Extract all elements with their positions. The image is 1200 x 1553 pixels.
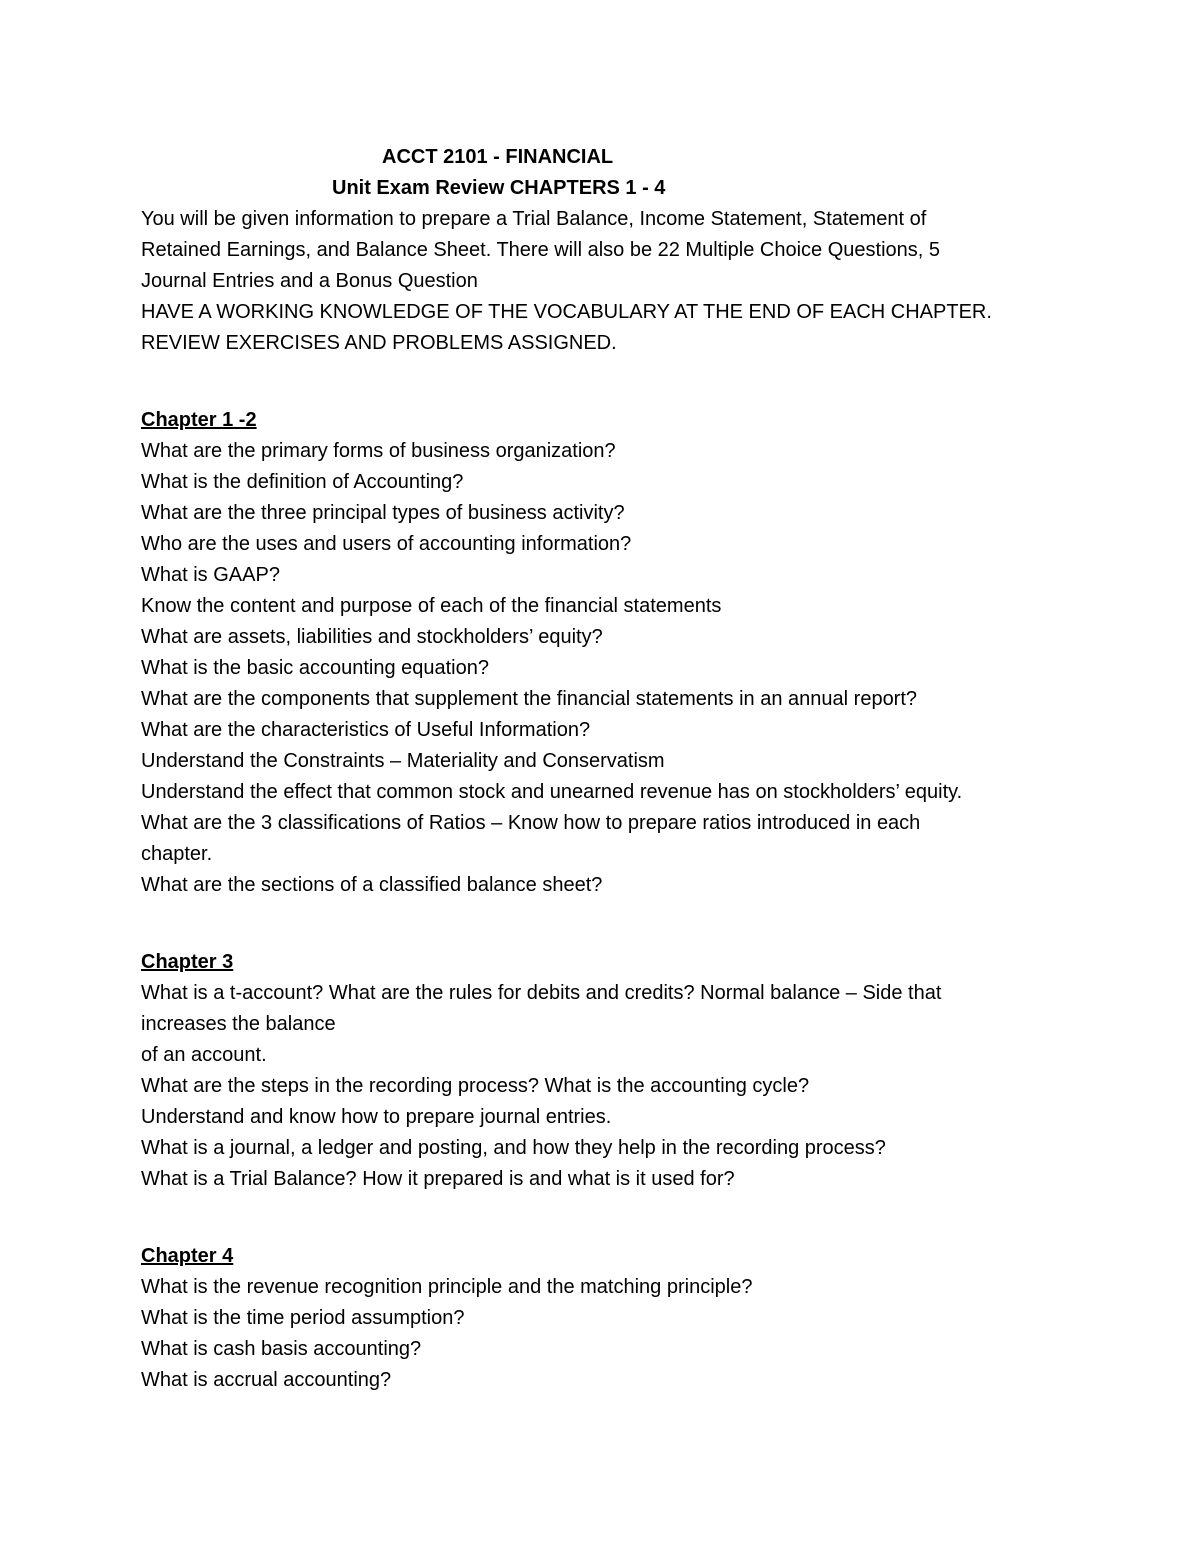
spacer [141,901,1061,947]
question-line: Who are the uses and users of accounting information? [141,533,632,555]
question-line: What are assets, liabilities and stockholders’ equity? [141,626,603,648]
document-subtitle: Unit Exam Review CHAPTERS 1 - 4 [332,177,666,199]
document-title: ACCT 2101 - FINANCIAL [382,146,614,168]
question-line: What are the primary forms of business organization? [141,440,616,462]
question-line: of an account. [141,1044,267,1066]
question-line: What is cash basis accounting? [141,1338,422,1360]
section-chapter-1-2 [141,405,1061,901]
question-line: What are the sections of a classified balance sheet? [141,874,603,896]
question-line: Understand the effect that common stock and unearned revenue has on stockholders’ equity. [141,781,963,803]
question-line: Understand and know how to prepare journal entries. [141,1106,612,1128]
question-line: Understand the Constraints – Materiality and Conservatism [141,750,665,772]
intro-line: Journal Entries and a Bonus Question [141,270,478,292]
intro-line: HAVE A WORKING KNOWLEDGE OF THE VOCABULARY AT THE END OF EACH CHAPTER. [141,301,992,323]
section-heading: Chapter 3 [141,951,234,973]
question-line: What are the 3 classifications of Ratios – Know how to prepare ratios introduced in each [141,812,921,834]
question-line: increases the balance [141,1013,336,1035]
section-chapter-3 [141,947,1061,1195]
spacer [141,1195,1061,1241]
intro-block [141,204,1061,359]
question-line: What is a t-account? What are the rules for debits and credits? Normal balance – Side that [141,982,942,1004]
question-line: What is a Trial Balance? How it prepared is and what is it used for? [141,1168,735,1190]
spacer [141,359,1061,405]
question-line: What is the time period assumption? [141,1307,465,1329]
question-line: What are the characteristics of Useful Information? [141,719,591,741]
question-line: What is the revenue recognition principle and the matching principle? [141,1276,753,1298]
intro-line: REVIEW EXERCISES AND PROBLEMS ASSIGNED. [141,332,617,354]
question-line: Know the content and purpose of each of the financial statements [141,595,722,617]
question-line: What is GAAP? [141,564,280,586]
question-line: What is the definition of Accounting? [141,471,464,493]
question-line: chapter. [141,843,213,865]
section-chapter-4 [141,1241,1061,1396]
intro-line: You will be given information to prepare a Trial Balance, Income Statement, Statement of [141,208,927,230]
document-body [141,204,1061,1396]
section-heading: Chapter 1 -2 [141,409,257,431]
question-line: What is a journal, a ledger and posting, and how they help in the recording process? [141,1137,886,1159]
intro-line: Retained Earnings, and Balance Sheet. There will also be 22 Multiple Choice Questions, 5 [141,239,940,261]
section-heading: Chapter 4 [141,1245,234,1267]
question-line: What is accrual accounting? [141,1369,392,1391]
question-line: What are the components that supplement the financial statements in an annual report? [141,688,918,710]
question-line: What are the three principal types of business activity? [141,502,625,524]
question-line: What are the steps in the recording process? What is the accounting cycle? [141,1075,810,1097]
question-line: What is the basic accounting equation? [141,657,489,679]
